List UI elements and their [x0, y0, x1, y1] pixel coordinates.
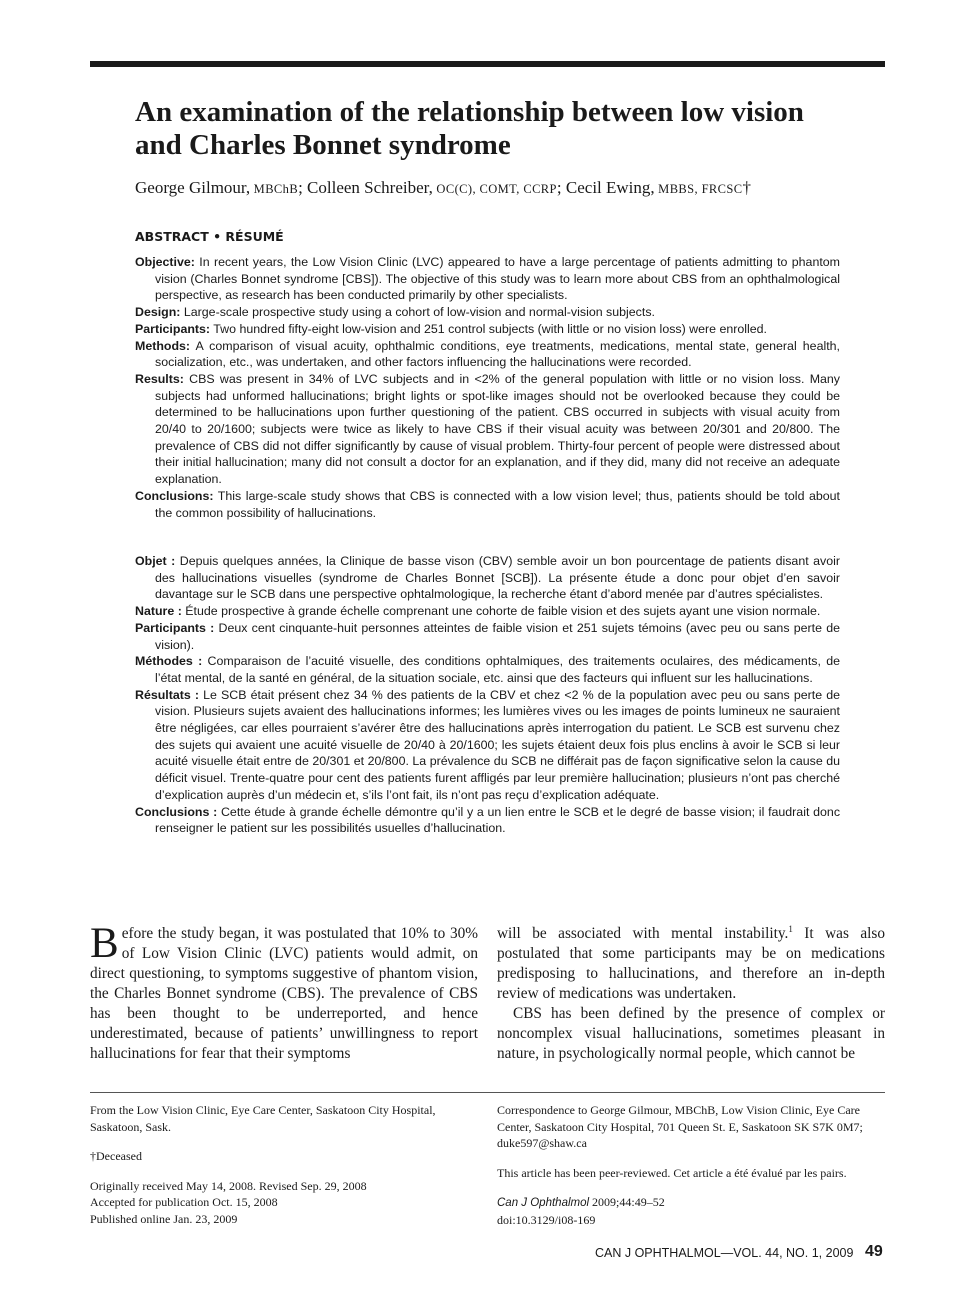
resume-text: Deux cent cinquante-huit personnes atteintes de faible vision et 251 sujets témoins (avec peu ou sans perte de vision). [155, 620, 840, 652]
abstract-label: Objective: [135, 255, 195, 269]
abstract-label: Design: [135, 305, 181, 320]
footnotes-right [497, 1102, 872, 1241]
resume-text: Le SCB était présent chez 34 % des patients de la CBV et chez <2 % de la population avec peu ou sans perte de vision. Plusieurs sujets avaient des hallucinations informes; les lumières vives ou les images de points lumineux ne sauraient être négligées, car elles pourraient s’avérer être des hallucinations après interrogation du patient. Le SCB est survenu chez des sujets qui avaient une acuité visuelle de 20/40 à 20/1600; les sujets étaient deux fois plus enclins à avoir le SCB si leur acuité visuelle était entre de 20/301 et 20/800. La prévalence du SCB ne différait pas de façon significative selon la cause du déficit visuel. Trente-quatre pour cent des patients furent affligés par leur première hallucination; plusieurs n’ont pas cherché d’explication auprès d’un médecin et, s’ils l’ont fait, ils n’ont pas reçu d’explication adéquate. [155, 687, 840, 802]
body-text: CBS has been defined by the presence of complex or noncomplex visual hallucinations, sometimes pleasant in nature, in psychologically normal people, which cannot be [497, 1005, 885, 1062]
reference-marker[interactable]: 1 [788, 923, 793, 934]
abstract-text: Two hundred fifty-eight low-vision and 251 control subjects (with little or no vision loss) were enrolled. [210, 321, 767, 336]
deceased-note: †Deceased [90, 1149, 142, 1163]
resume-label: Participants : [135, 620, 215, 635]
body-text: efore the study began, it was postulated that 10% to 30% of Low Vision Clinic (LVC) patients would admit, on direct questioning, to symptoms suggestive of phantom vision, the Charles Bonnet syndrome (CBS). The prevalence of CBS has been thought to be underreported, and hence underestimated, because of patients’ unwillingness to report hallucinations for fear that their symptoms [90, 925, 478, 1062]
body-text: It was also postulated that some participants may be on medications predisposing to hallucinations, and therefore an in-depth review of medications was undertaken. [497, 925, 886, 1002]
resume-label: Objet : [135, 554, 176, 568]
running-footer: CAN J OPHTHALMOL—VOL. 44, NO. 1, 2009 [595, 1246, 854, 1260]
resume-item [135, 653, 840, 686]
abstract-french [135, 553, 840, 837]
citation-volume: 2009;44:49–52 [589, 1195, 665, 1209]
history-note [90, 1178, 465, 1228]
author-name: Colleen Schreiber, [307, 178, 433, 197]
body-column-right [497, 924, 885, 1064]
abstract-text: This large-scale study shows that CBS is connected with a low vision level; thus, patients should be told about the common possibility of hallucinations. [155, 488, 840, 520]
article-title [135, 96, 875, 162]
resume-item [135, 687, 840, 804]
citation-note [497, 1194, 872, 1228]
abstract-english [135, 254, 840, 521]
journal-name: Can J Ophthalmol [497, 1197, 590, 1209]
author-name: Cecil Ewing, [565, 178, 655, 197]
abstract-text: A comparison of visual acuity, ophthalmic conditions, eye treatments, medications, mental state, general health, socialization, etc., was undertaken, and other factors influencing the hallucinations were recorded. [155, 338, 840, 370]
resume-label: Conclusions : [135, 804, 218, 819]
abstract-item [135, 488, 840, 521]
abstract-item [135, 338, 840, 371]
resume-label: Résultats : [135, 687, 200, 702]
body-column-left [90, 920, 478, 1064]
footnotes-left [90, 1102, 465, 1240]
title-line-1: An examination of the relationship between low vision [135, 96, 804, 128]
author-credentials: MBBS, FRCSC [654, 182, 743, 196]
resume-item [135, 603, 840, 620]
abstract-item [135, 304, 840, 321]
resume-label: Nature : [135, 604, 182, 619]
footnote-rule [90, 1092, 885, 1093]
abstract-label: Participants: [135, 321, 211, 336]
resume-text: Depuis quelques années, la Clinique de basse vison (CBV) semble avoir un bon pourcentage de patients disant avoir des hallucinations visuelles (syndrome de Charles Bonnet [SCB]). La présente étude a donc pour objet d’en savoir davantage sur le SCB dans une perspective ophtalmologique, la recherche étant d’abord menée par d’autres spécialistes. [155, 554, 840, 602]
author-separator: ; [556, 178, 566, 197]
resume-item [135, 620, 840, 653]
abstract-text: CBS was present in 34% of LVC subjects and in <2% of the general population with little or no vision loss. Many subjects had unformed hallucinations; bright lights or spot-like images should not be overlooked because they could be determined to be hallucinations upon further questioning of the patient. CBS occurred in subjects with visual acuity from 20/40 to 20/1600; subjects were twice as likely to have CBS if their visual acuity was between 20/301 and 20/800. The prevalence of CBS did not differ significantly by cause of visual problem. Thirty-four percent of people were distressed about their initial hallucination; many did not consult a doctor for an explanation, and if they did, many did not receive an adequate explanation. [155, 371, 840, 487]
drop-cap: B [90, 920, 119, 967]
correspondence-note: Correspondence to George Gilmour, MBChB, Low Vision Clinic, Eye Care Center, Saskatoon City Hospital, 701 Queen St. E, Saskatoon SK S7K 0M7; duke597@shaw.ca [497, 1103, 863, 1150]
author-separator: † [742, 178, 751, 197]
accepted-date: Accepted for publication Oct. 15, 2008 [90, 1195, 278, 1209]
abstract-label: Methods: [135, 338, 191, 353]
body-paragraph [497, 924, 885, 1004]
resume-text: Comparaison de l’acuité visuelle, des conditions ophtalmiques, des traitements oculaires, des médicaments, de l’état mental, de la santé en général, de la situation sociale, etc. ainsi que des facteurs qui influent sur les hallucinations. [155, 654, 840, 685]
title-line-2: and Charles Bonnet syndrome [135, 129, 511, 161]
abstract-text: Large-scale prospective study using a cohort of low-vision and normal-vision subjects. [180, 305, 655, 320]
author-separator: ; [298, 178, 308, 197]
resume-item [135, 804, 840, 837]
journal-citation [497, 1194, 872, 1212]
received-date: Originally received May 14, 2008. Revised Sep. 29, 2008 [90, 1178, 367, 1193]
resume-item [135, 553, 840, 603]
body-paragraph [497, 1004, 885, 1064]
peer-review-note: This article has been peer-reviewed. Cet article a été évalué par les pairs. [497, 1165, 847, 1180]
author-list [135, 177, 885, 200]
page-number: 49 [865, 1243, 883, 1260]
abstract-heading: ABSTRACT • RÉSUMÉ [135, 229, 284, 244]
author-name: George Gilmour, [135, 178, 251, 197]
abstract-text: In recent years, the Low Vision Clinic (LVC) appeared to have a large percentage of patients admitting to phantom vision (Charles Bonnet syndrome [CBS]). The objective of this study was to learn more about CBS from an ophthalmological perspective, as research has been conducted primarily by other specialists. [155, 255, 840, 303]
affiliation-note: From the Low Vision Clinic, Eye Care Center, Saskatoon City Hospital, Saskatoon, Sask. [90, 1103, 436, 1134]
abstract-item [135, 371, 840, 488]
resume-label: Méthodes : [135, 654, 203, 669]
body-paragraph [90, 920, 478, 1064]
published-date: Published online Jan. 23, 2009 [90, 1211, 238, 1226]
doi-link[interactable]: doi:10.3129/i08-169 [497, 1212, 596, 1227]
resume-text: Cette étude à grande échelle démontre qu’il y a un lien entre le SCB et le degré de basse vision; il faudrait donc renseigner le patient sur les possibilités usuelles d’hallucination. [155, 804, 841, 836]
abstract-item [135, 321, 840, 338]
author-credentials: MBChB [250, 182, 299, 196]
abstract-label: Conclusions: [135, 488, 214, 503]
author-credentials: OC(C), COMT, CCRP [432, 182, 557, 196]
abstract-label: Results: [135, 371, 184, 386]
body-text: will be associated with mental instability. [497, 925, 789, 942]
resume-text: Étude prospective à grande échelle comprenant une cohorte de faible vision et des sujets ayant une vision normale. [181, 604, 821, 619]
abstract-item [135, 254, 840, 304]
top-rule [90, 61, 885, 67]
